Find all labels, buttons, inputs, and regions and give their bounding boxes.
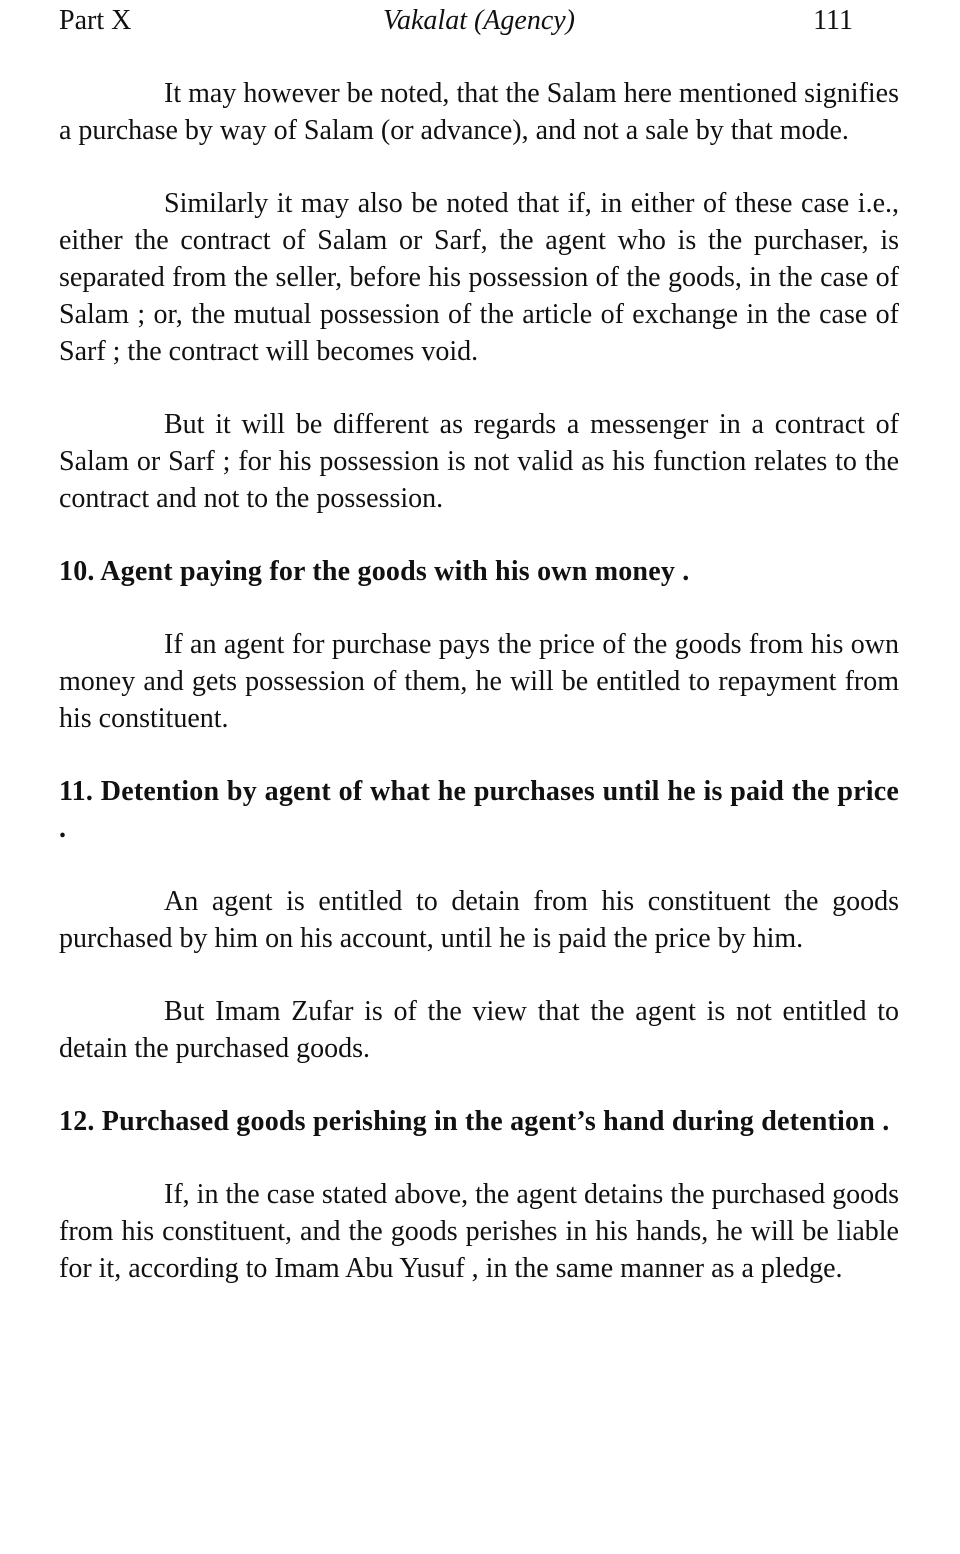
part-label: Part X	[59, 5, 132, 36]
page-body	[59, 44, 899, 1287]
book-page	[59, 0, 899, 1287]
section-heading-11: 11. Detention by agent of what he purchases until he is paid the price .	[59, 776, 899, 844]
paragraph: It may however be noted, that the Salam here mentioned signifies a purchase by way of Salam (or advance), and not a sale by that mode.	[59, 78, 899, 146]
paragraph: If an agent for purchase pays the price of the goods from his own money and gets possession of them, he will be entitled to repayment from his constituent.	[59, 629, 899, 734]
paragraph: Similarly it may also be noted that if, in either of these case i.e., either the contract of Salam or Sarf, the agent who is the purchaser, is separated from the seller, before his possession of the goods, in the case of Salam ; or, the mutual possession of the article of exchange in the case of Sarf ; the contract will becomes void.	[59, 188, 899, 367]
page-number: 111	[813, 5, 853, 36]
chapter-title: Vakalat (Agency)	[382, 5, 576, 36]
paragraph: But it will be different as regards a messenger in a contract of Salam or Sarf ; for his possession is not valid as his function relates to the contract and not to the possession.	[59, 409, 899, 514]
running-header	[59, 0, 899, 44]
paragraph: An agent is entitled to detain from his constituent the goods purchased by him on his account, until he is paid the price by him.	[59, 886, 899, 954]
section-heading-10: 10. Agent paying for the goods with his own money .	[59, 556, 690, 587]
section-heading-12: 12. Purchased goods perishing in the agent’s hand during detention .	[59, 1106, 890, 1137]
paragraph: If, in the case stated above, the agent detains the purchased goods from his constituent, and the goods perishes in his hands, he will be liable for it, according to Imam Abu Yusuf , in the same manner as a pledge.	[59, 1179, 899, 1284]
paragraph: But Imam Zufar is of the view that the agent is not entitled to detain the purchased goods.	[59, 996, 899, 1064]
